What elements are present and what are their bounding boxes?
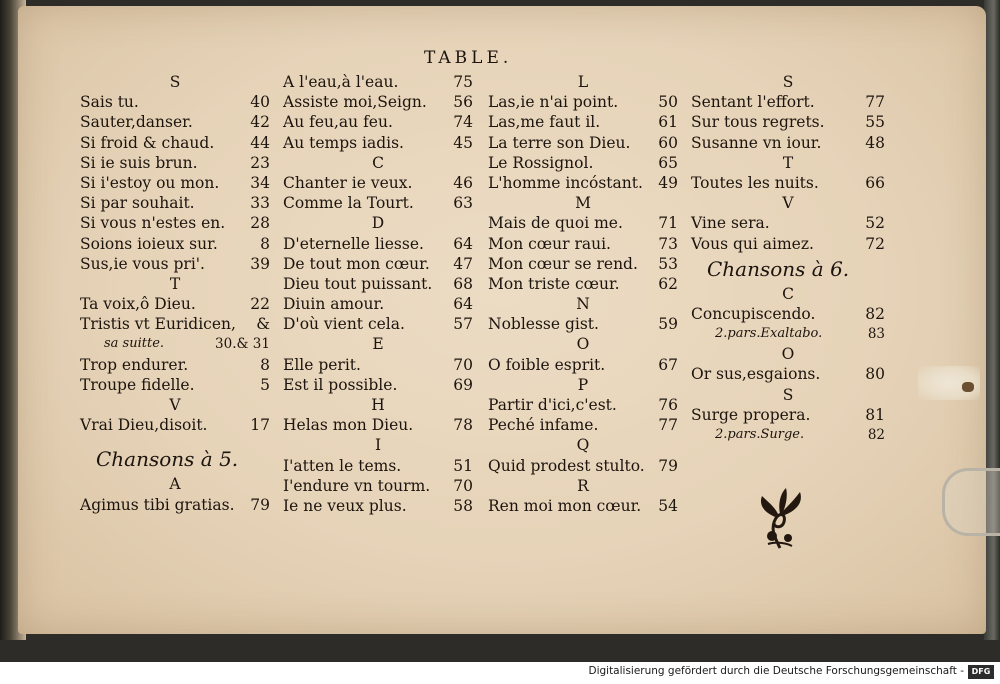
entry-title: Sus,ie vous pri'. — [80, 254, 205, 273]
entry-title: La terre son Dieu. — [488, 133, 631, 152]
entry-page-number: 59 — [658, 315, 678, 334]
index-column-4 — [691, 72, 885, 445]
entry-page-number: 77 — [865, 93, 885, 112]
index-entry — [488, 234, 678, 254]
entry-title: 2.pars.Exaltabo. — [715, 326, 823, 342]
entry-title: Dieu tout puissant. — [283, 274, 433, 293]
index-letter-heading — [488, 435, 678, 455]
entry-title: Ie ne veux plus. — [283, 496, 407, 515]
section-heading — [691, 254, 885, 284]
entry-page-number: 39 — [250, 254, 270, 273]
entry-page-number: 78 — [453, 416, 473, 435]
entry-title: Surge propera. — [691, 405, 811, 424]
index-entry — [80, 254, 270, 274]
entry-title: Si vous n'estes en. — [80, 214, 226, 233]
index-entry — [283, 415, 473, 435]
entry-title: D'eternelle liesse. — [283, 234, 424, 253]
index-letter-heading — [283, 395, 473, 415]
entry-title: Vrai Dieu,disoit. — [80, 416, 208, 435]
index-letter-heading — [691, 193, 885, 213]
entry-title: Chansons à 6. — [707, 256, 850, 281]
index-entry — [80, 495, 270, 515]
entry-title: I'endure vn tourm. — [283, 476, 431, 495]
entry-page-number: 51 — [453, 456, 473, 475]
entry-title: Sur tous regrets. — [691, 113, 825, 132]
heading-letter: N — [576, 295, 590, 314]
entry-page-number: 58 — [453, 496, 473, 515]
heading-letter: S — [169, 73, 181, 91]
index-entry — [283, 294, 473, 314]
index-entry — [80, 213, 270, 233]
index-entry — [80, 112, 270, 132]
entry-page-number: 61 — [658, 113, 678, 132]
entry-page-number: 50 — [658, 93, 678, 112]
entry-title: Tristis vt Euridicen, — [80, 315, 236, 334]
index-subentry — [691, 324, 885, 344]
heading-letter: V — [169, 396, 181, 414]
entry-title: Si froid & chaud. — [80, 133, 215, 152]
entry-page-number: 42 — [250, 113, 270, 132]
page-title: TABLE. — [424, 48, 513, 68]
entry-title: Agimus tibi gratias. — [80, 495, 235, 514]
entry-page-number: 47 — [453, 254, 473, 273]
entry-page-number: 64 — [453, 295, 473, 314]
entry-page-number: 73 — [658, 234, 678, 253]
index-letter-heading — [283, 153, 473, 173]
entry-title: Quid prodest stulto. — [488, 456, 645, 475]
index-entry — [488, 112, 678, 132]
index-entry — [488, 395, 678, 415]
index-entry — [691, 234, 885, 254]
fleuron-ornament-icon — [750, 484, 810, 550]
entry-title: Las,me faut il. — [488, 113, 601, 132]
entry-page-number: 64 — [453, 234, 473, 253]
book-cover-edge — [984, 0, 1000, 640]
index-entry — [283, 112, 473, 132]
heading-letter: E — [372, 335, 384, 354]
index-entry — [80, 133, 270, 153]
entry-title: Mon cœur se rend. — [488, 254, 638, 273]
heading-letter: M — [575, 194, 591, 213]
entry-title: Partir d'ici,c'est. — [488, 396, 617, 414]
entry-title: Au feu,au feu. — [283, 113, 393, 132]
entry-title: Or sus,esgaions. — [691, 365, 821, 384]
index-entry — [80, 193, 270, 213]
index-entry — [283, 193, 473, 213]
index-entry — [283, 355, 473, 375]
index-entry — [283, 254, 473, 274]
entry-page-number: 77 — [658, 416, 678, 435]
index-entry — [80, 355, 270, 375]
entry-page-number: 70 — [453, 476, 473, 495]
index-letter-heading — [488, 294, 678, 314]
entry-title: De tout mon cœur. — [283, 254, 430, 273]
index-letter-heading — [691, 284, 885, 304]
index-column-1 — [80, 72, 270, 515]
entry-title: Susanne vn iour. — [691, 133, 822, 152]
entry-title: Peché infame. — [488, 416, 599, 435]
entry-title: Sais tu. — [80, 93, 139, 112]
index-subentry — [691, 425, 885, 445]
index-letter-heading — [80, 274, 270, 294]
index-entry — [691, 173, 885, 193]
entry-page-number: 72 — [865, 234, 885, 253]
entry-title: Ta voix,ô Dieu. — [80, 295, 196, 314]
entry-page-number: 33 — [250, 194, 270, 213]
index-letter-heading — [283, 334, 473, 354]
index-letter-heading — [488, 476, 678, 496]
entry-title: Chansons à 5. — [96, 447, 239, 472]
entry-page-number: 54 — [658, 496, 678, 515]
index-letter-heading — [691, 385, 885, 405]
index-entry — [691, 364, 885, 384]
entry-page-number: 8 — [260, 355, 270, 374]
entry-title: Las,ie n'ai point. — [488, 93, 619, 112]
index-entry — [488, 133, 678, 153]
section-heading — [80, 444, 270, 474]
heading-letter: S — [782, 73, 794, 91]
entry-title: I'atten le tems. — [283, 456, 402, 475]
entry-title: Sentant l'effort. — [691, 93, 815, 112]
heading-letter: T — [782, 153, 794, 172]
entry-page-number: 44 — [250, 133, 270, 152]
index-entry — [80, 415, 270, 435]
entry-title: L'homme incóstant. — [488, 173, 643, 192]
entry-page-number: 66 — [865, 173, 885, 192]
index-entry — [691, 304, 885, 324]
index-subentry — [80, 334, 270, 354]
index-entry — [283, 72, 473, 92]
entry-page-number: 62 — [658, 274, 678, 293]
spacer — [80, 435, 270, 444]
entry-title: Concupiscendo. — [691, 304, 816, 323]
index-letter-heading — [488, 72, 678, 92]
entry-page-number: 5 — [260, 375, 270, 394]
heading-letter: A — [169, 475, 181, 494]
entry-title: Au temps iadis. — [283, 133, 404, 152]
entry-page-number: & — [256, 315, 270, 334]
index-entry — [80, 234, 270, 254]
entry-page-number: 70 — [453, 355, 473, 374]
entry-title: Chanter ie veux. — [283, 173, 413, 192]
index-entry — [488, 456, 678, 476]
index-letter-heading — [488, 193, 678, 213]
heading-letter: I — [374, 436, 382, 455]
digitization-credit: Digitalisierung gefördert durch die Deutsche Forschungsgemeinschaft - — [588, 665, 964, 677]
entry-title: 2.pars.Surge. — [715, 427, 805, 442]
index-entry — [283, 133, 473, 153]
heading-letter: O — [781, 345, 795, 364]
index-entry — [488, 274, 678, 294]
heading-letter: D — [371, 214, 385, 233]
entry-page-number: 82 — [867, 427, 885, 443]
entry-page-number: 75 — [453, 73, 473, 91]
entry-title: Helas mon Dieu. — [283, 416, 414, 435]
heading-letter: S — [782, 385, 794, 404]
entry-title: Sauter,danser. — [80, 113, 193, 132]
entry-title: D'où vient cela. — [283, 315, 405, 334]
index-entry — [283, 274, 473, 294]
entry-title: Troupe fidelle. — [80, 375, 195, 394]
paper-damage — [962, 382, 974, 392]
dfg-logo: DFG — [968, 665, 994, 679]
entry-page-number: 55 — [865, 113, 885, 132]
entry-page-number: 52 — [865, 214, 885, 233]
entry-title: Mon cœur raui. — [488, 234, 611, 253]
entry-title: Elle perit. — [283, 355, 361, 374]
entry-title: O foible esprit. — [488, 355, 606, 374]
index-entry — [80, 173, 270, 193]
entry-title: Mais de quoi me. — [488, 214, 623, 233]
entry-title: Comme la Tourt. — [283, 194, 414, 213]
index-entry — [488, 213, 678, 233]
entry-title: Le Rossignol. — [488, 153, 594, 172]
index-entry — [691, 92, 885, 112]
entry-page-number: 28 — [250, 214, 270, 233]
heading-letter: C — [782, 284, 794, 303]
entry-page-number: 81 — [865, 405, 885, 424]
index-entry — [488, 254, 678, 274]
entry-title: Si par souhait. — [80, 194, 195, 213]
entry-page-number: 76 — [658, 396, 678, 414]
index-letter-heading — [283, 213, 473, 233]
index-entry — [283, 476, 473, 496]
entry-title: Mon triste cœur. — [488, 274, 620, 293]
index-entry — [283, 234, 473, 254]
index-entry — [80, 294, 270, 314]
entry-page-number: 79 — [250, 495, 270, 514]
entry-page-number: 30.& 31 — [215, 336, 270, 353]
entry-page-number: 82 — [865, 304, 885, 323]
index-entry — [80, 314, 270, 334]
entry-page-number: 48 — [865, 133, 885, 152]
entry-page-number: 40 — [250, 93, 270, 112]
entry-title: Toutes les nuits. — [691, 173, 819, 192]
index-letter-heading — [80, 395, 270, 415]
entry-page-number: 80 — [865, 365, 885, 384]
entry-page-number: 46 — [453, 173, 473, 192]
index-entry — [691, 112, 885, 132]
entry-page-number: 34 — [250, 173, 270, 192]
entry-page-number: 8 — [260, 234, 270, 253]
entry-page-number: 67 — [658, 355, 678, 374]
entry-title: Si i'estoy ou mon. — [80, 173, 220, 192]
index-entry — [283, 173, 473, 193]
index-letter-heading — [488, 334, 678, 354]
entry-page-number: 63 — [453, 194, 473, 213]
heading-letter: T — [169, 274, 181, 293]
index-entry — [691, 213, 885, 233]
index-entry — [283, 375, 473, 395]
entry-page-number: 57 — [453, 315, 473, 334]
entry-title: sa suitte. — [104, 336, 165, 352]
entry-page-number: 83 — [867, 326, 885, 343]
heading-letter: P — [577, 375, 589, 394]
index-letter-heading — [283, 435, 473, 455]
entry-title: Ren moi mon cœur. — [488, 496, 642, 515]
heading-letter: C — [372, 153, 384, 172]
index-entry — [488, 415, 678, 435]
entry-title: Trop endurer. — [80, 355, 189, 374]
entry-page-number: 53 — [658, 254, 678, 273]
entry-title: Diuin amour. — [283, 295, 385, 314]
index-entry — [691, 133, 885, 153]
entry-title: Noblesse gist. — [488, 315, 599, 334]
index-column-3 — [488, 72, 678, 516]
index-entry — [488, 496, 678, 516]
index-letter-heading — [691, 72, 885, 92]
entry-page-number: 69 — [453, 375, 473, 394]
entry-title: Est il possible. — [283, 375, 398, 394]
entry-page-number: 56 — [453, 93, 473, 112]
index-entry — [488, 153, 678, 173]
index-letter-heading — [80, 474, 270, 494]
entry-page-number: 23 — [250, 153, 270, 172]
heading-letter: Q — [576, 436, 590, 455]
index-entry — [283, 92, 473, 112]
index-letter-heading — [691, 344, 885, 364]
index-letter-heading — [488, 375, 678, 395]
entry-page-number: 49 — [658, 173, 678, 192]
index-entry — [488, 92, 678, 112]
heading-letter: H — [371, 396, 385, 414]
entry-title: Assiste moi,Seign. — [283, 93, 427, 112]
index-letter-heading — [80, 72, 270, 92]
index-column-2 — [283, 72, 473, 516]
entry-title: Soions ioieux sur. — [80, 234, 218, 253]
entry-page-number: 68 — [453, 274, 473, 293]
entry-page-number: 45 — [453, 133, 473, 152]
index-entry — [283, 496, 473, 516]
entry-page-number: 71 — [658, 214, 678, 233]
entry-page-number: 79 — [658, 456, 678, 475]
index-entry — [283, 456, 473, 476]
index-entry — [488, 173, 678, 193]
heading-letter: O — [576, 335, 590, 354]
entry-title: Vous qui aimez. — [691, 234, 814, 253]
entry-page-number: 60 — [658, 133, 678, 152]
index-entry — [488, 314, 678, 334]
index-entry — [488, 355, 678, 375]
index-entry — [691, 405, 885, 425]
heading-letter: V — [782, 194, 794, 213]
index-entry — [80, 153, 270, 173]
entry-title: A l'eau,à l'eau. — [283, 73, 399, 91]
entry-page-number: 22 — [250, 295, 270, 314]
book-clasp — [942, 468, 1000, 536]
index-letter-heading — [691, 153, 885, 173]
index-entry — [80, 92, 270, 112]
heading-letter: L — [577, 73, 589, 91]
entry-title: Si ie suis brun. — [80, 153, 198, 172]
entry-title: Vine sera. — [691, 214, 770, 233]
entry-page-number: 74 — [453, 113, 473, 132]
index-entry — [80, 375, 270, 395]
index-entry — [283, 314, 473, 334]
entry-page-number: 65 — [658, 153, 678, 172]
entry-page-number: 17 — [250, 416, 270, 435]
heading-letter: R — [577, 476, 589, 495]
